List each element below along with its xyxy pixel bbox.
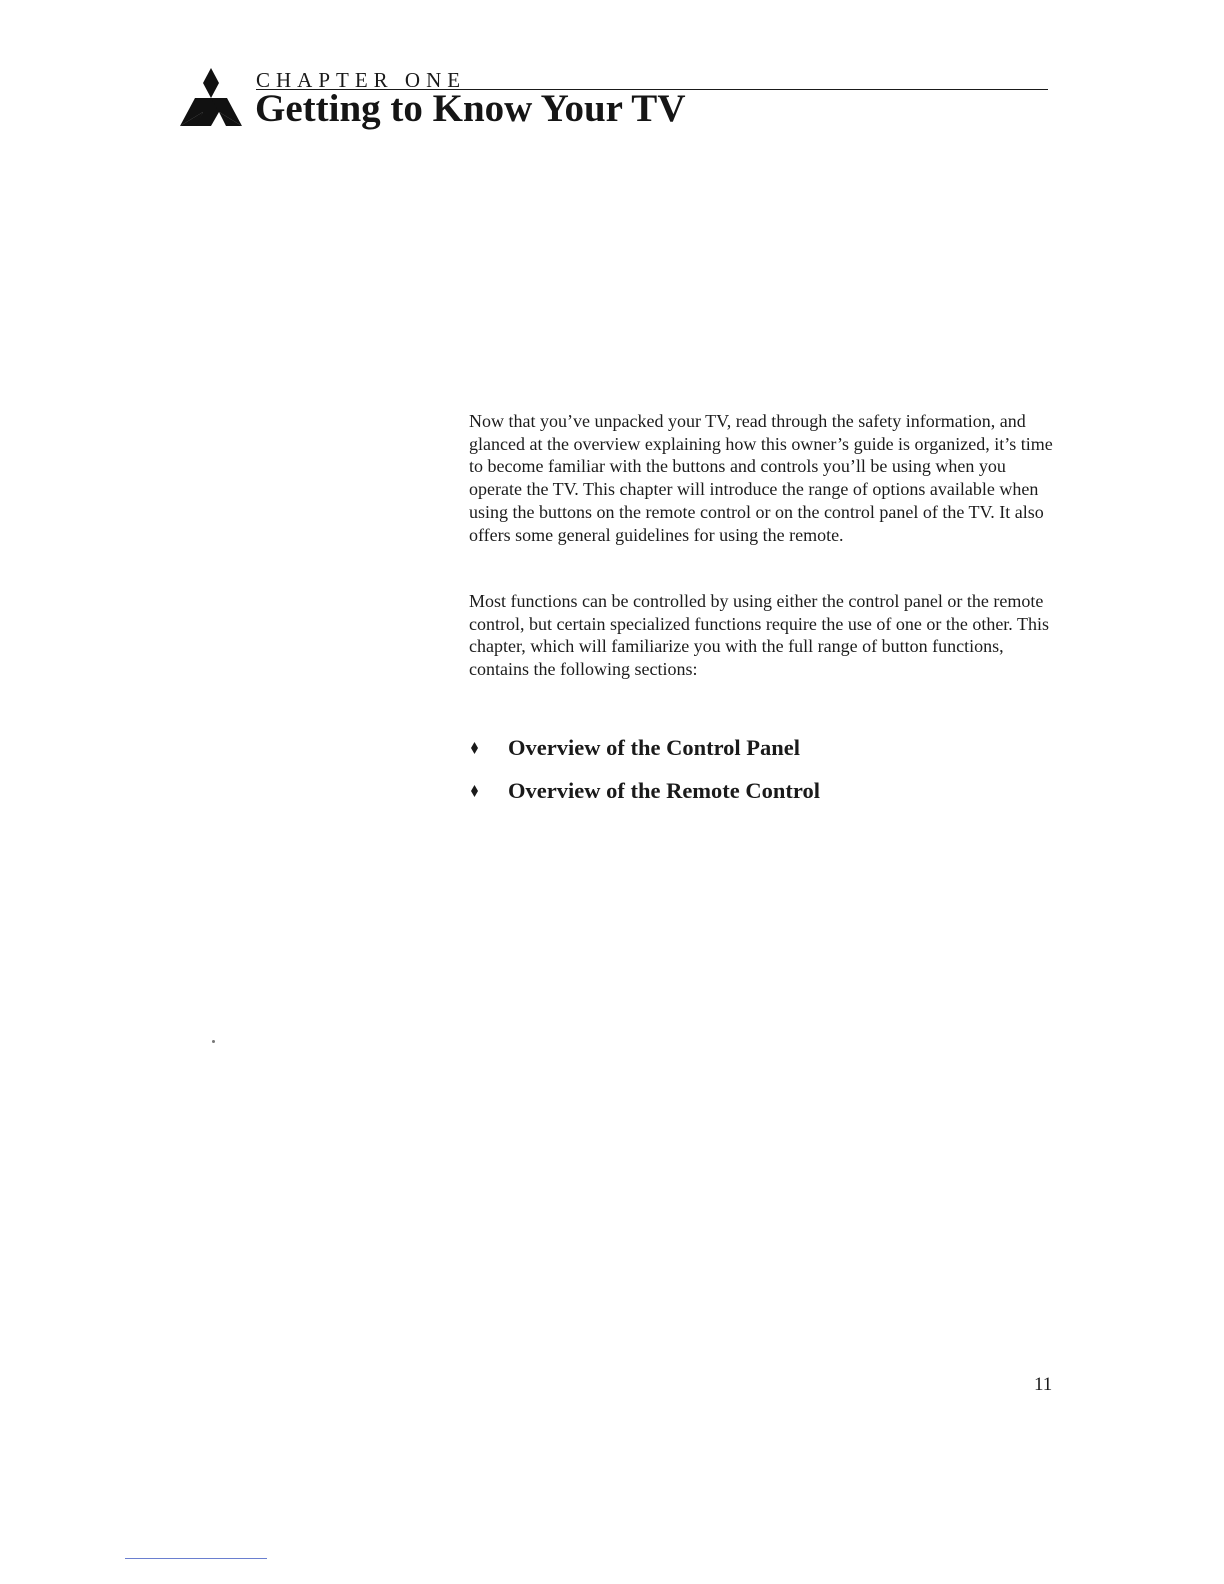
section-item-control-panel[interactable]	[469, 726, 820, 769]
diamond-bullet-icon	[471, 785, 478, 797]
sections-intro-paragraph: Most functions can be controlled by using either the control panel or the remote control, but certain specialized functions require the use of one or the other. This chapter, which will familiarize you with the full range of button functions, contains the following sections:	[469, 591, 1049, 680]
chapter-label: CHAPTER ONE	[256, 68, 467, 92]
section-item-remote-control[interactable]	[469, 769, 820, 812]
diamond-bullet-icon	[471, 742, 478, 754]
section-label: Overview of the Remote Control	[508, 777, 820, 803]
bottom-scan-line	[125, 1558, 267, 1559]
scan-speck	[212, 1040, 215, 1043]
mitsubishi-three-diamond-icon	[176, 66, 246, 128]
page-number: 11	[1034, 1374, 1053, 1395]
section-list	[469, 726, 820, 812]
chapter-title: Getting to Know Your TV	[255, 87, 686, 130]
section-label: Overview of the Control Panel	[508, 734, 801, 760]
intro-paragraph: Now that you’ve unpacked your TV, read through the safety information, and glanced at the overview explaining how this owner’s guide is organized, it’s time to become familiar with the buttons and controls you’ll be using when you operate the TV. This chapter will introduce the range of options available when using the buttons on the remote control or on the control panel of the TV. It also offers some general guidelines for using the remote.	[469, 411, 1053, 545]
